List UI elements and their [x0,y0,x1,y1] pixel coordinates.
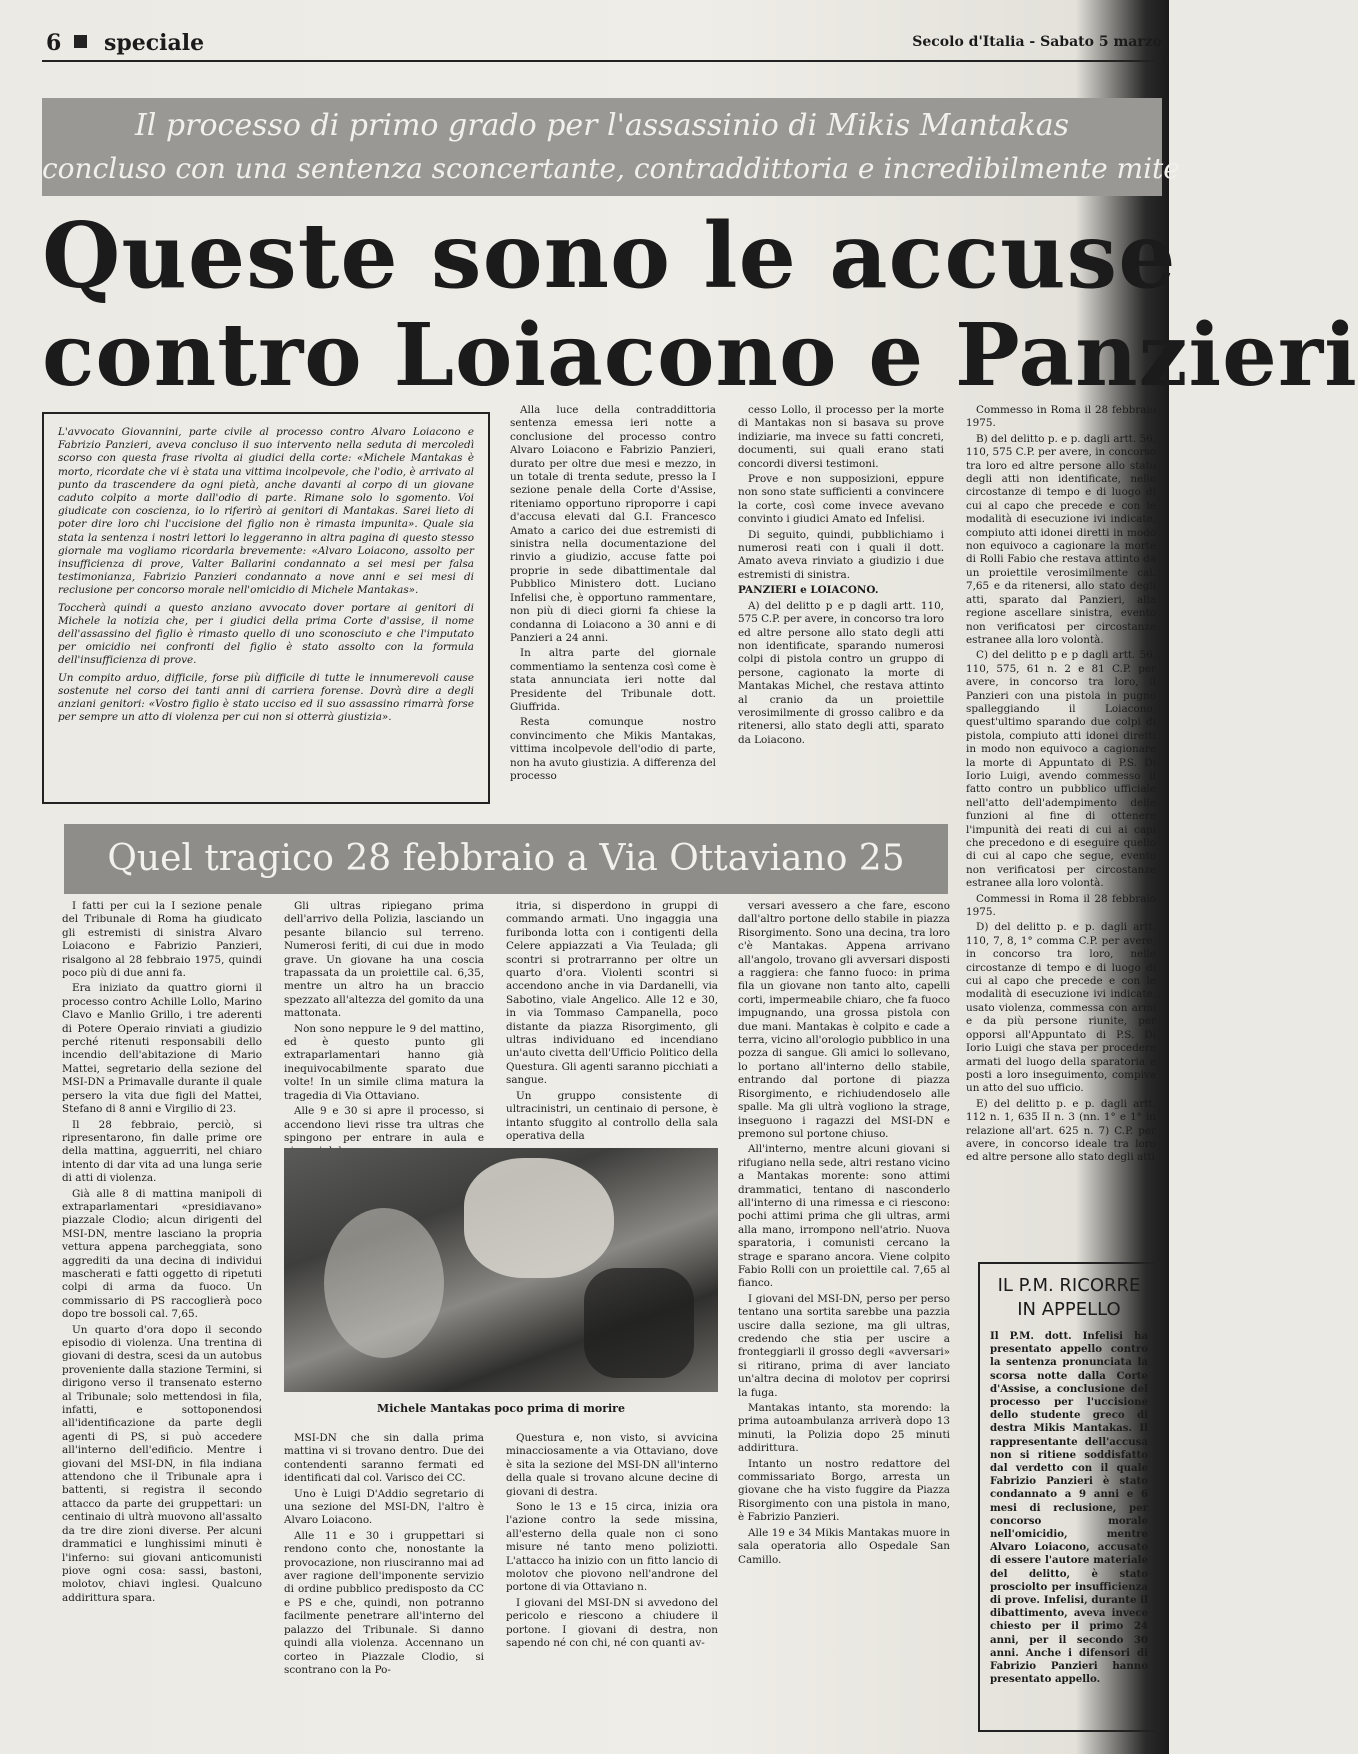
appeal-box-title [980,1264,1158,1322]
column-paragraph: I giovani del MSI-DN, perso per perso tentano una sortita sarebbe una pazzia uscire dalla sezione, ma gli ultras, credendo che stia per uscire a fronteggiarli il grosso degli «avversari» si ritirano, prima di aver lanciato un'altra decina di molotov per coprirsi la fuga. [738,1292,950,1399]
column-paragraph: I giovani del MSI-DN si avvedono del pericolo e riescono a chiudere il portone. I giovani di destra, non sapendo né con chi, né con quanti av- [506,1596,718,1650]
column-paragraph: Commesso in Roma il 28 febbraio 1975. [966,404,1156,430]
column-paragraph: Gli ultras ripiegano prima dell'arrivo della Polizia, lasciando un pesante bilancio sul terreno. Numerosi feriti, di cui due in modo grave. Un giovane ha una coscia trapassata da un proiettile cal. 6,35, mentre un altro ha un braccio spezzato all'altezza del gomito da una mattonata. [284,900,484,1020]
intro-paragraph: Toccherà quindi a questo anziano avvocato dover portare ai genitori di Michele la notizia che, per i giudici della prima Corte d'assise, il nome dell'assassino del figlio è rimasto quello di uno sconosciuto e che l'imputato per omicidio nei confronti del figlio è stato assolto con la formula dell'insufficienza di prove. [58,601,474,667]
square-bullet-icon [74,35,87,48]
column-paragraph: I fatti per cui la I sezione penale del Tribunale di Roma ha giudicato gli estremisti di sinistra Alvaro Loiacono e Fabrizio Panzieri, risalgono al 28 febbraio 1975, quindi poco più di due anni fa. [62,900,262,980]
subhead-band [42,98,1180,196]
boxed-intro [42,412,490,804]
column-paragraph: Questura e, non visto, si avvicina minacciosamente a via Ottaviano, dove è sita la sezione del MSI-DN all'interno della quale si trovano alcune decine di giovani di destra. [506,1432,718,1498]
appeal-box [978,1262,1160,1732]
column-paragraph: versari avessero a che fare, escono dall'altro portone dello stabile in piazza Risorgimento. Sono una decina, tra loro c'è Mantakas. Appena arrivano all'angolo, trovano gli avversari disposti a raggiera: che fanno fuoco: in prima fila un giovane non tanto alto, capelli corti, impermeabile chiaro, che fa fuoco impugnando, una grossa pistola con due mani. Mantakas è colpito e cade a terra, vicino all'orologio pubblico in una pozza di sangue. Gli amici lo sollevano, lo portano all'interno dello stabile, entrando dal portone di piazza Risorgimento, e richiudendoselo alle spalle. Ma gli ultrà vogliono la strage, inseguono i ragazzi del MSI-DN e premono sul portone chiuso. [738,900,950,1140]
top-column-2 [738,404,944,806]
page-number: 6 [46,30,62,56]
photo-shape [464,1158,614,1278]
top-column-1 [510,404,716,806]
column-paragraph: B) del delitto p. e p. dagli artt. 56, 110, 575 C.P. per avere, in concorso tra loro ed altre persone allo stato degli atti non identificate, nelle circostanze di tempo e di luogo di cui al capo che precede e con le modalità di esecuzione ivi indicate, compiuto atti idonei diretti in modo non equivoco a cagionare la morte di Rolli Fabio che restava attinto da un proiettile verosimilmente cal. 7,65 e da ritenersi, allo stato degli atti, sparato dal Panzieri, alla regione ascellare sinistra, evento non verificatosi per circostanze estranee alla loro volontà. [966,432,1156,646]
column-paragraph: A) del delitto p e p dagli artt. 110, 575 C.P. per avere, in concorso tra loro ed altre persone allo stato degli atti non identificate, sparando numerosi colpi di pistola contro un gruppo di persone, cagionato la morte di Mantakas Michel, che restava attinto al cranio da un proiettile verosimilmente di grosso calibro e da ritenersi, allo stato degli atti, sparato da Loiacono. [738,599,944,746]
column-paragraph: All'interno, mentre alcuni giovani si rifugiano nella sede, altri restano vicino a Mantakas morente: sono attimi drammatici, tentano di nasconderlo all'interno di una rimessa e ci riescono: pochi attimi prima che gli ultras, armi alla mano, irrompono nell'atrio. Nuova sparatoria, i comunisti cercano la strage e sparano ancora. Viene colpito Fabio Rolli con un proiettile cal. 7,65 al fianco. [738,1143,950,1290]
column-paragraph: Sono le 13 e 15 circa, inizia ora l'azione contro la sede missina, all'esterno della quale non ci sono misure né tanto meno poliziotti. L'attacco ha inizio con un fitto lancio di molotov che piovono nell'androne del portone di via Ottaviano n. [506,1501,718,1594]
section-label: speciale [104,30,205,56]
column-paragraph: Intanto un nostro redattore del commissariato Borgo, arresta un giovane che ha visto fuggire da Piazza Risorgimento con una pistola in mano, è Fabrizio Panzieri. [738,1457,950,1524]
column-paragraph: Uno è Luigi D'Addio segretario di una sezione del MSI-DN, l'altro è Alvaro Loiacono. [284,1487,484,1527]
column-paragraph: Prove e non supposizioni, eppure non sono state sufficienti a convincere la corte, così come invece avevano convinto i giudici Amato ed Infelisi. [738,473,944,526]
section-title-band: Quel tragico 28 febbraio a Via Ottaviano 25 [64,824,948,894]
appeal-title-line-1: IL P.M. RICORRE [997,1275,1141,1296]
column-paragraph: Già alle 8 di mattina manipoli di extraparlamentari «presidiavano» piazzale Clodio; alcun dirigenti del MSI-DN, mentre lasciano la propria vettura appena parcheggiata, sono aggrediti da una decina di individui mascherati e fatti oggetto di ripetuti colpi di arma da fuoco. Un commissario di PS raccoglierà poco dopo tre bossoli cal. 7,65. [62,1187,262,1321]
column-paragraph: Commessi in Roma il 28 febbraio 1975. [966,892,1156,919]
bottom-column-2 [284,900,484,1144]
photo-michele-mantakas [284,1148,718,1392]
intro-paragraph: L'avvocato Giovannini, parte civile al processo contro Alvaro Loiacono e Fabrizio Panzieri, aveva concluso il suo intervento nella seduta di mercoledì scorso con questa frase rivolta ai giudici della corte: «Michele Mantakas è morto, ricordate che vi è stata una vittima incolpevole, che l'odio, è arrivato al punto da trascendere da ogni pietà, anche davanti al corpo di un giovane caduto colpito a morte dall'odio di parte. Rimane solo lo sgomento. Voi giudicate con coscienza, io lo riferirò ai genitori di Mantakas. Sarei lieto di poter dire loro chi l'uccisione del figlio non è rimasta impunita». Quale sia stata la sentenza i nostri lettori lo leggeranno in altra pagina di questo stesso giornale ma vogliamo ricordarla brevemente: «Alvaro Loiacono, assolto per insufficienza di prove, Valter Ballarini condannato a sei mesi per falsa testimonianza, Fabrizio Panzieri condannato a nove anni e sei mesi di reclusione per concorso morale nell'omicidio di Michele Mantakas». [58,426,474,597]
photo-shape [584,1268,694,1378]
column-paragraph: D) del delitto p. e p. dagli artt. 110, 7, 8, 1° comma C.P. per avere, in concorso tra loro, nelle circostanze di tempo e di luogo di cui al capo che precede e con le modalità di esecuzione ivi indicate, usato violenza, commessa con armi e da più persone riunite, per opporsi all'Appuntato di P.S. Di Iorio Luigi che stava per procedere armati del luogo della sparatoria e posti a loro inseguimento, compiva un atto del suo ufficio. [966,921,1156,1095]
column-subhead: PANZIERI e LOIACONO. [738,584,879,597]
column-paragraph: itria, si disperdono in gruppi di commando armati. Uno ingaggia una furibonda lotta con i contigenti della Celere appiazzati a Via Teulada; gli scontri si protrarranno per oltre un quarto d'ora. Violenti scontri si accendono anche in via Dardanelli, via Sabotino, viale Angelico. Alle 12 e 30, in via Tommaso Campanella, poco distante da piazza Risorgimento, gli ultras individuano ed incendiano un'auto civetta dell'Ufficio Politico della Questura. Gli agenti saranno picchiati a sangue. [506,900,718,1087]
column-paragraph: In altra parte del giornale commentiamo la sentenza così come è stata annunciata ieri notte dal Presidente del Tribunale dott. Giuffrida. [510,647,716,713]
subhead-line-2: concluso con una sentenza sconcertante, contraddittoria e incredibilmente mite [42,152,1180,185]
column-paragraph: Il 28 febbraio, perciò, si ripresentarono, fin dalle prime ore della mattina, agguerriti, nel chiaro intento di dar vita ad una lunga serie di atti di violenza. [62,1118,262,1185]
right-column [966,404,1156,1254]
column-paragraph: Mantakas intanto, sta morendo: la prima autoambulanza arriverà dopo 13 minuti, la Polizia dopo 25 minuti addirittura. [738,1402,950,1455]
column-paragraph: Resta comunque nostro convincimento che Mikis Mantakas, vittima incolpevole dell'odio di parte, non ha avuto giustizia. A differenza del processo [510,716,716,782]
page-header [42,20,1162,62]
headline-line-1: Queste sono le accuse [42,203,1177,309]
appeal-title-line-2: IN APPELLO [1017,1299,1121,1320]
column-paragraph: C) del delitto p e p dagli artt. 56, 110, 575, 61 n. 2 e 81 C.P. per avere, in concorso tra loro, il Panzieri con una pistola in pugno spalleggiando il Loiacono, quest'ultimo sparando due colpi di pistola, compiuto atti idonei diretti in modo non equivoco a cagionare la morte di Appuntato di P.S. Di Iorio Luigi, avendo commesso il fatto contro un pubblico ufficiale nell'atto dell'adempimento delle funzioni al fine di ottenere l'impunità dei reati di cui ai capi che precedono e di eseguire quello di cui al capo che segue, evento non verificatosi per circostanze estranee alla loro volontà. [966,649,1156,890]
column-paragraph: MSI-DN che sin dalla prima mattina vi si trovano dentro. Due dei contendenti saranno fermati ed identificati dal col. Varisco dei CC. [284,1432,484,1485]
photo-shape [324,1208,444,1358]
column-paragraph: Era iniziato da quattro giorni il processo contro Achille Lollo, Marino Clavo e Manlio Grillo, i tre aderenti di Potere Operaio rinviati a giudizio perché ritenuti responsabili dello incendio dell'abitazione di Mario Mattei, segretario della sezione del MSI-DN a Primavalle durante il quale persero la vita due figli del Mattei, Stefano di 8 anni e Virgilio di 23. [62,982,262,1116]
photo-caption: Michele Mantakas poco prima di morire [377,1402,625,1415]
column-paragraph: Alle 11 e 30 i gruppettari si rendono conto che, nonostante la provocazione, non riusciranno mai ad aver ragione dell'imponente servizio di ordine pubblico predisposto da CC e PS e che, quindi, non potranno facilmente penetrare all'interno del palazzo del Tribunale. Si danno quindi alla violenza. Accennano un corteo in Piazzale Clodio, si scontrano con la Po- [284,1529,484,1676]
bottom-column-1 [62,900,262,1736]
intro-paragraph: Un compito arduo, difficile, forse più difficile di tutte le innumerevoli cause sostenute nel corso dei tanti anni di carriera forense. Dovrà dire a degli anziani genitori: «Vostro figlio è stato ucciso ed il suo assassino rimarrà forse per sempre un atto di violenza per cui non si otterrà giustizia». [58,671,474,724]
bottom-column-4 [738,900,950,1736]
column-paragraph: E) del delitto p. e p. dagli artt. 112 n. 1, 635 II n. 3 (nn. 1° e 1° in relazione all'art. 625 n. 7) C.P. per avere, in concorso ideale tra loro ed altre persone allo stato degli atti [966,1097,1156,1164]
column-paragraph: cesso Lollo, il processo per la morte di Mantakas non si basava su prove indiziarie, ma invece su fatti concreti, documenti, sui quali erano stati concordi diversi testimoni. [738,404,944,470]
column-paragraph: Alle 19 e 34 Mikis Mantakas muore in sala operatoria allo Ospedale San Camillo. [738,1526,950,1566]
bottom-column-5 [284,1432,484,1736]
column-paragraph: Di seguito, quindi, pubblichiamo i numerosi reati con i quali il dott. Amato aveva rinviato a giudizio i due estremisti di sinistra. [738,528,944,581]
column-paragraph: Un gruppo consistente di ultracinistri, un centinaio di persone, è intanto sfuggito al controllo della sala operativa della [506,1089,718,1142]
publication-date: Secolo d'Italia - Sabato 5 marzo [912,34,1162,50]
column-paragraph: Alla luce della contraddittoria sentenza emessa ieri notte a conclusione del processo contro Alvaro Loiacono e Fabrizio Panzieri, durato per oltre due mesi e mezzo, in un totale di trenta sedute, presso la I sezione penale della Corte d'Assise, riteniamo opportuno riproporre i capi d'accusa elevati dal G.I. Francesco Amato a carico dei due estremisti di sinistra nella documentazione del rinvio a giudizio, accuse fatte poi proprie in sede dibattimentale dal Pubblico Ministero dott. Luciano Infelisi che, è opportuno rammentare, non più di dieci giorni fa chiese la condanna di Loiacono a 30 anni e di Panzieri a 24 anni. [510,404,716,644]
headline-line-2: contro Loiacono e Panzieri [42,305,1358,406]
bottom-column-6 [506,1432,718,1736]
subhead-line-1: Il processo di primo grado per l'assassinio di Mikis Mantakas [134,108,1070,143]
column-paragraph: Un quarto d'ora dopo il secondo episodio di violenza. Una trentina di giovani di destra, scesi da un autobus proveniente dalla stazione Termini, si dirigono verso il transenato esterno al Tribunale; solo mettendosi in fila, infatti, e sottoponendosi all'identificazione da parte degli agenti di PS, si può accedere all'interno dell'edificio. Mentre i giovani del MSI-DN, in fila indiana attendono che il Tribunale apra i battenti, si registra il secondo attacco da parte dei gruppettari: un centinaio di ultrà muovono all'assalto da tre dire zioni diverse. Per alcuni drammatici e lunghissimi minuti è l'inferno: sui giovani anticomunisti piove ogni cosa: sassi, bastoni, molotov, chiavi inglesi. Qualcuno addirittura spara. [62,1323,262,1604]
appeal-box-text: Il P.M. dott. Infelisi ha presentato appello contro la sentenza pronunciata la scorsa notte dalla Corte d'Assise, a conclusione del processo per l'uccisione dello studente greco di destra Mikis Mantakas. Il rappresentante dell'accusa non si ritiene soddisfatto dal verdetto con il quale Fabrizio Panzieri è stato condannato a 9 anni e 6 mesi di reclusione, per concorso morale nell'omicidio, mentre Alvaro Loiacono, accusato di essere l'autore materiale del delitto, è stato prosciolto per insufficienza di prove. Infelisi, durante il dibattimento, aveva invece chiesto per il primo 24 anni, per il secondo 30 anni. Anche i difensori di Fabrizio Panzieri hanno presentato appello. [990,1330,1148,1686]
column-paragraph: Non sono neppure le 9 del mattino, ed è questo punto gli extraparlamentari hanno già inequivocabilmente sparato due volte! In un simile clima matura la tragedia di Via Ottaviano. [284,1022,484,1102]
bottom-column-3 [506,900,718,1140]
column-paragraph: Alle 9 e 30 si apre il processo, si accendono lievi risse tra ultras che spingono per entrare in aula e [284,1105,484,1144]
